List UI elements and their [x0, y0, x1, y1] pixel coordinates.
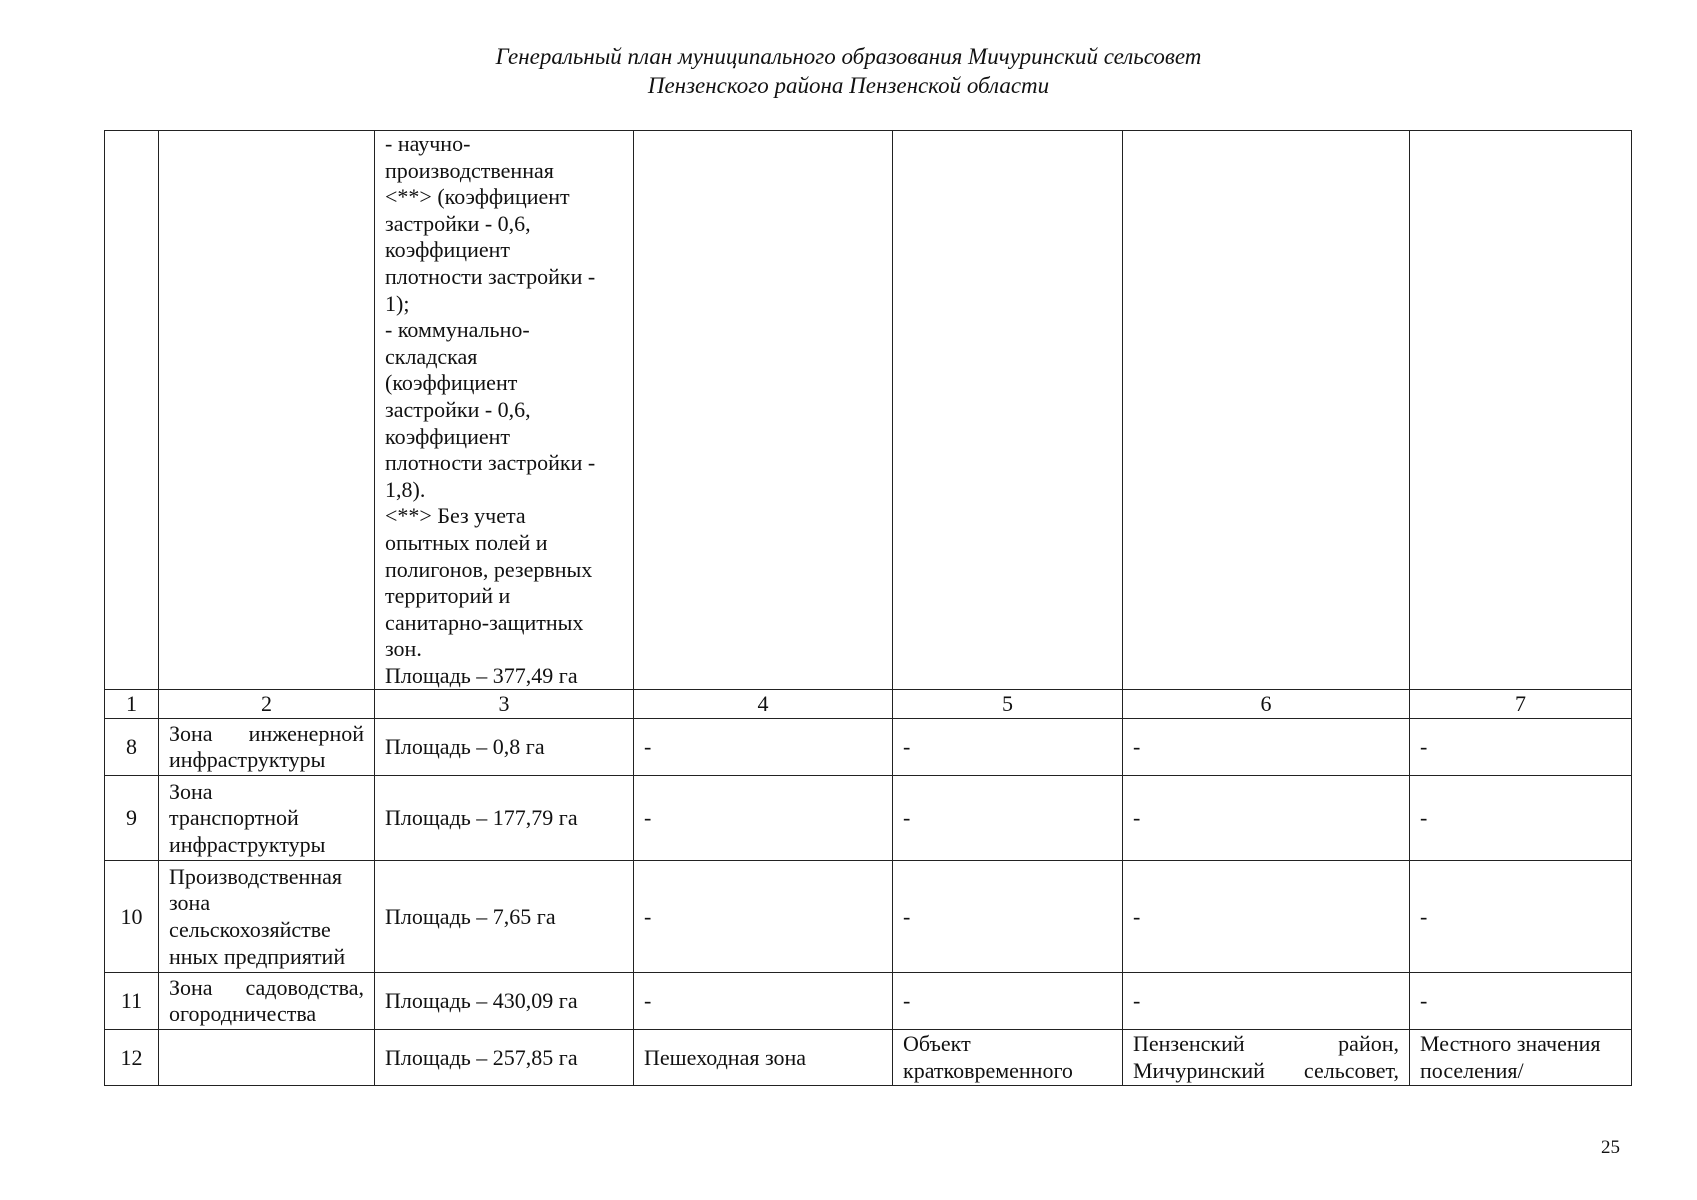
- cell-col5: -: [893, 776, 1123, 861]
- cell-col4: Пешеходная зона: [634, 1030, 893, 1086]
- cont-text-line: опытных полей и: [385, 529, 548, 555]
- column-number: 5: [893, 690, 1123, 719]
- cell-col5: -: [893, 973, 1123, 1030]
- continuation-row: [105, 131, 1632, 690]
- cell-col7: -: [1410, 973, 1632, 1030]
- cont-text-line: Площадь – 377,49 га: [385, 662, 578, 688]
- table-row: [105, 719, 1632, 776]
- cell-col6-line: Пензенский район,: [1133, 1031, 1399, 1057]
- cell-col5: -: [893, 861, 1123, 973]
- zone-name-line: зона: [169, 890, 211, 916]
- column-number: 4: [634, 690, 893, 719]
- cont-cell-1: [105, 131, 159, 690]
- row-number: 9: [105, 776, 159, 861]
- zone-name: [159, 1030, 375, 1086]
- cont-cell-6: [1123, 131, 1410, 690]
- cont-text-line: 1,8).: [385, 476, 426, 502]
- cont-text-line: плотности застройки -: [385, 450, 596, 476]
- cont-text-line: (коэффициент: [385, 370, 518, 396]
- zone-name: [159, 776, 375, 861]
- cell-col6-line: Мичуринский сельсовет,: [1133, 1057, 1399, 1083]
- cont-text-line: застройки - 0,6,: [385, 210, 531, 236]
- column-number: 6: [1123, 690, 1410, 719]
- zone-name-line: инфраструктуры: [169, 747, 326, 773]
- cont-text-line: коэффициент: [385, 237, 511, 263]
- cont-text-line: санитарно-защитных: [385, 609, 584, 635]
- row-number: 10: [105, 861, 159, 973]
- column-number: 7: [1410, 690, 1632, 719]
- zone-area: Площадь – 430,09 га: [375, 973, 634, 1030]
- header-title-line-1: Генеральный план муниципального образования Мичуринский сельсовет: [495, 44, 1202, 69]
- page-header: [0, 42, 1697, 100]
- cont-text-line: застройки - 0,6,: [385, 396, 531, 422]
- cell-col7: [1410, 1030, 1632, 1086]
- zone-name: [159, 973, 375, 1030]
- cont-text-line: производственная: [385, 157, 554, 183]
- cell-col5-line: Объект: [903, 1031, 971, 1057]
- cont-text-line: <**> Без учета: [385, 503, 526, 529]
- cont-cell-5: [893, 131, 1123, 690]
- zone-name-line: транспортной: [169, 805, 299, 831]
- cell-col5: -: [893, 719, 1123, 776]
- zone-area: Площадь – 257,85 га: [375, 1030, 634, 1086]
- row-number: 11: [105, 973, 159, 1030]
- cell-col7-line: Местного значения: [1420, 1031, 1601, 1057]
- cont-text-line: - коммунально-: [385, 317, 530, 343]
- cont-cell-7: [1410, 131, 1632, 690]
- zones-table: [104, 130, 1632, 1086]
- cell-col6: -: [1123, 973, 1410, 1030]
- zone-name-line: Производственная: [169, 863, 342, 889]
- zone-area: Площадь – 177,79 га: [375, 776, 634, 861]
- cell-col6: -: [1123, 776, 1410, 861]
- cell-col7-line: поселения/: [1420, 1057, 1524, 1083]
- cont-text-line: плотности застройки -: [385, 263, 596, 289]
- table-row: [105, 1030, 1632, 1086]
- cont-cell-3: [375, 131, 634, 690]
- row-number: 8: [105, 719, 159, 776]
- cont-text-line: коэффициент: [385, 423, 511, 449]
- cell-col6: -: [1123, 861, 1410, 973]
- zone-area: Площадь – 0,8 га: [375, 719, 634, 776]
- zone-name-line: Зона инженерной: [169, 720, 364, 746]
- page-number: 25: [1601, 1137, 1620, 1158]
- cell-col4: -: [634, 861, 893, 973]
- table-row: [105, 973, 1632, 1030]
- cell-col4: -: [634, 776, 893, 861]
- header-title-line-2: Пензенского района Пензенской области: [647, 73, 1050, 98]
- cont-text-line: полигонов, резервных: [385, 556, 593, 582]
- zone-name: [159, 719, 375, 776]
- cont-text-line: зон.: [385, 636, 422, 662]
- zone-name-line: Зона садоводства,: [169, 974, 364, 1000]
- column-number: 2: [159, 690, 375, 719]
- cont-text-line: <**> (коэффициент: [385, 184, 570, 210]
- table-row: [105, 861, 1632, 973]
- zone-name-line: инфраструктуры: [169, 831, 326, 857]
- cell-col7: -: [1410, 861, 1632, 973]
- cell-col5-line: кратковременного: [903, 1057, 1073, 1083]
- column-number-row: [105, 690, 1632, 719]
- cell-col4: -: [634, 719, 893, 776]
- zone-area: Площадь – 7,65 га: [375, 861, 634, 973]
- cell-col6: [1123, 1030, 1410, 1086]
- zone-name-line: сельскохозяйстве: [169, 916, 331, 942]
- table-row: [105, 776, 1632, 861]
- cont-cell-4: [634, 131, 893, 690]
- cell-col7: -: [1410, 776, 1632, 861]
- cell-col6: -: [1123, 719, 1410, 776]
- cont-text-line: территорий и: [385, 583, 511, 609]
- cont-text-line: 1);: [385, 290, 410, 316]
- cont-cell-2: [159, 131, 375, 690]
- zone-name-line: нных предприятий: [169, 943, 346, 969]
- cell-col7: -: [1410, 719, 1632, 776]
- row-number: 12: [105, 1030, 159, 1086]
- zone-name-line: Зона: [169, 778, 213, 804]
- cont-text-line: - научно-: [385, 131, 471, 156]
- cell-col4: -: [634, 973, 893, 1030]
- zone-name-line: огородничества: [169, 1001, 317, 1027]
- zone-name: [159, 861, 375, 973]
- column-number: 1: [105, 690, 159, 719]
- cont-text-line: складская: [385, 343, 478, 369]
- column-number: 3: [375, 690, 634, 719]
- cell-col5: [893, 1030, 1123, 1086]
